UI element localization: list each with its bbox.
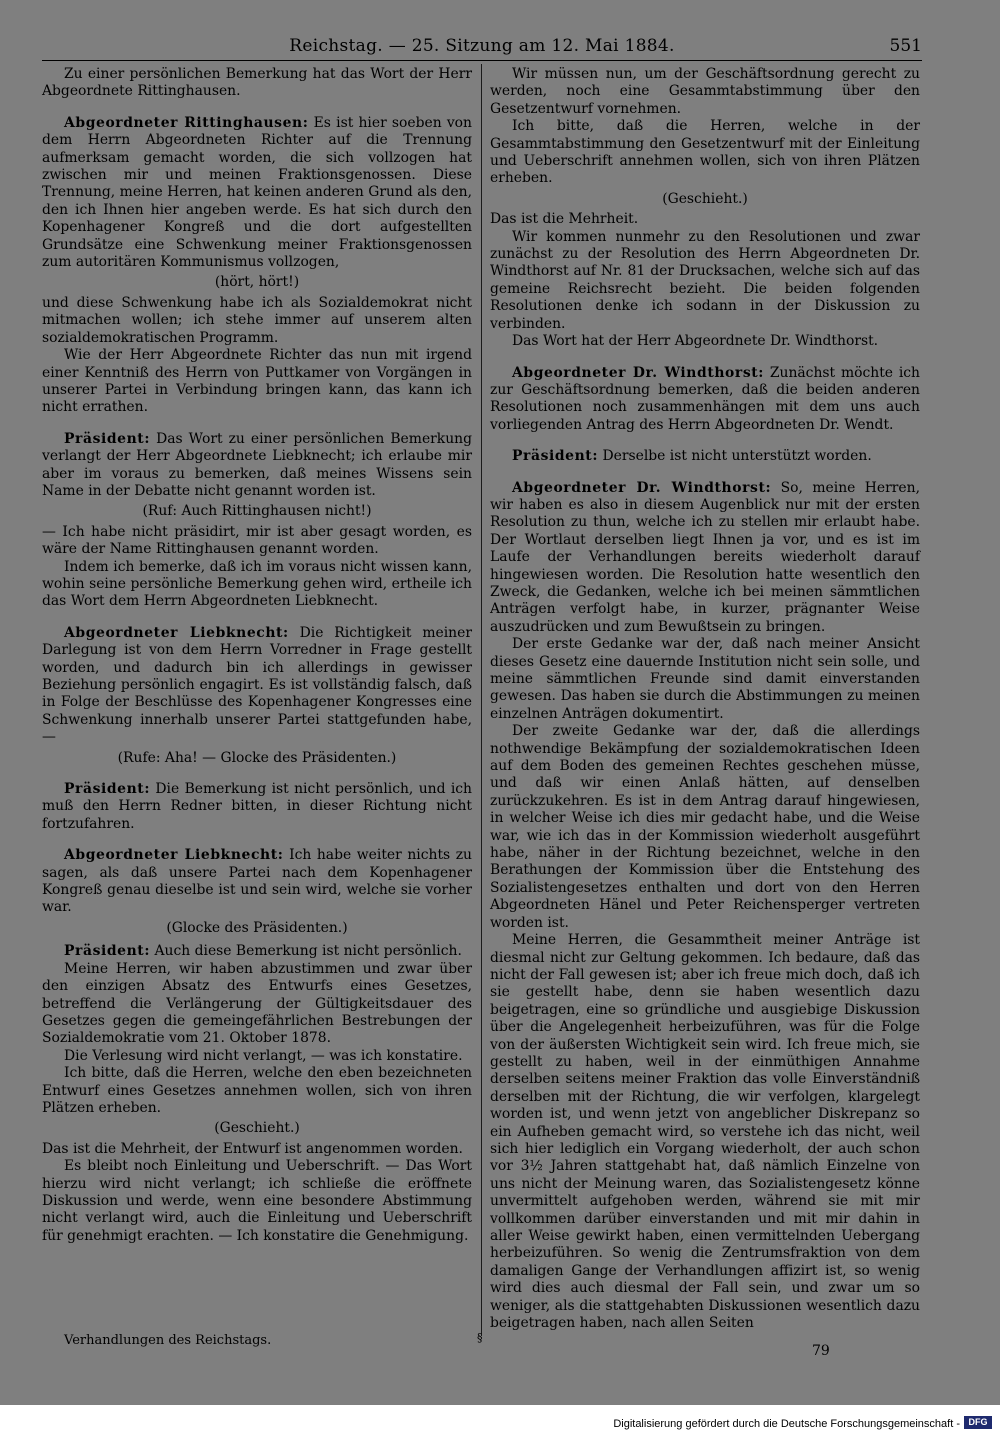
paragraph: Zu einer persönlichen Bemerkung hat das Wort der Herr Abgeordnete Rittinghausen.	[42, 66, 472, 100]
page-number: 551	[889, 36, 922, 56]
paragraph: Die Verlesung wird nicht verlangt, — was ich konstatire.	[64, 1047, 463, 1064]
speaker-name: Präsident:	[64, 430, 151, 447]
column-divider	[481, 64, 482, 1336]
speaker-name: Abgeordneter Rittinghausen:	[64, 114, 309, 131]
interjection: (hört, hört!)	[214, 274, 300, 291]
speech-paragraph	[490, 480, 920, 637]
speaker-name: Präsident:	[64, 943, 151, 960]
paragraph: — Ich habe nicht präsidirt, mir ist aber gesagt worden, es wäre der Name Rittinghausen genannt worden.	[42, 523, 472, 558]
interjection: (Geschieht.)	[662, 190, 748, 207]
speaker-name: Abgeordneter Liebknecht:	[64, 847, 284, 864]
speech-text: Es ist hier soeben von dem Herrn Abgeordneten Richter auf die Trennung aufmerksam gemacht worden, die sich vollzogen hat zwischen mir und meinen Fraktionsgenossen. Diese Trennung, meine Herren, hat keinen anderen Grund als den, den ich Ihnen hier angeben werde. Es hat sich durch den Kopenhagener Kongreß und die dort aufgestellten Grundsätze eine Schwenkung meiner Fraktionsgenossen zum autoritären Kommunismus vollzogen,	[42, 114, 472, 271]
paragraph: Indem ich bemerke, daß ich im voraus nicht wissen kann, wohin seine persönliche Bemerkung gehen wird, ertheile ich das Wort dem Herrn Abgeordneten Liebknecht.	[42, 558, 472, 610]
speech-text: Ich habe weiter nichts zu sagen, als daß unsere Partei nach dem Kopenhagener Kongreß genau dieselbe ist und sein wird, welche sie vorher war.	[42, 847, 472, 916]
speaker-name: Abgeordneter Dr. Windthorst:	[512, 364, 764, 381]
interjection: (Geschieht.)	[214, 1120, 300, 1137]
speech-text: Die Bemerkung ist nicht persönlich, und ich muß den Herrn Redner bitten, in dieser Richtung nicht fortzufahren.	[42, 781, 472, 832]
speech-paragraph	[42, 943, 472, 960]
page-header	[42, 36, 922, 60]
right-column	[490, 66, 920, 1332]
speech-paragraph	[42, 625, 472, 747]
digitization-credit: Digitalisierung gefördert durch die Deutsche Forschungsgemeinschaft -	[613, 1418, 960, 1430]
speech-text: So, meine Herren, wir haben es also in diesem Augenblick nur mit der ersten Resolution zu thun, welche ich zu stellen mir erlaubt habe. Der Wortlaut derselben liegt Ihnen ja vor, und es ist im Laufe der Verhandlungen bereits wiederholt darauf hingewiesen worden. Die Resolution hatte wesentlich den Zweck, die Gedanken, welche ich bei meinen sämmtlichen Anträgen verfolgt habe, in kurzer, prägnanter Weise auszudrücken und zum Bewußtsein zu bringen.	[490, 479, 920, 635]
speech-paragraph	[490, 448, 920, 465]
running-title: Reichstag. — 25. Sitzung am 12. Mai 1884.	[289, 36, 675, 56]
paragraph: und diese Schwenkung habe ich als Sozialdemokrat nicht mitmachen wollen; ich stehe immer auf unserem alten sozialdemokratischen Programm.	[42, 294, 472, 346]
speech-paragraph	[42, 115, 472, 272]
sheet-number: 79	[812, 1343, 830, 1359]
speech-text: Auch diese Bemerkung ist nicht persönlich.	[154, 943, 462, 960]
paragraph: Wir müssen nun, um der Geschäftsordnung gerecht zu werden, noch eine Gesammtabstimmung über den Gesetzentwurf vornehmen.	[490, 66, 920, 117]
speaker-name: Abgeordneter Dr. Windthorst:	[512, 479, 772, 496]
speech-paragraph	[42, 847, 472, 917]
left-column	[42, 66, 472, 1245]
paragraph: Ich bitte, daß die Herren, welche in der Gesammtabstimmung den Gesetzentwurf mit der Einleitung und Ueberschrift annehmen wollen, sich von ihren Plätzen erheben.	[490, 118, 920, 187]
speech-paragraph	[490, 365, 920, 435]
speech-text: Zunächst möchte ich zur Geschäftsordnung bemerken, daß die beiden anderen Resolutionen noch zusammenhängen mit dem uns auch vorliegenden Antrag des Herrn Abgeordneten Dr. Wendt.	[490, 364, 921, 433]
section-marker: §	[477, 1331, 483, 1344]
signature-line: Verhandlungen des Reichstags.	[64, 1333, 272, 1348]
interjection: (Rufe: Aha! — Glocke des Präsidenten.)	[117, 749, 397, 766]
paragraph: Ich bitte, daß die Herren, welche den eben bezeichneten Entwurf eines Gesetzes annehmen wollen, sich von ihren Plätzen erheben.	[42, 1065, 472, 1116]
interjection: (Glocke des Präsidenten.)	[166, 919, 348, 936]
paragraph: Meine Herren, die Gesammtheit meiner Anträge ist diesmal nicht zur Geltung gekommen. Ich bedaure, daß das nicht der Fall gewesen ist; aber ich freue mich doch, daß ich sie gestellt habe, denn sie haben wesentlich dazu beigetragen, eine so gründliche und ausgiebige Diskussion über die Angelegenheit herbeizuführen, was für die Folge von der äußersten Wichtigkeit sein wird. Ich freue mich, sie gestellt zu haben, weil in der einmüthigen Annahme derselben seitens meiner Fraktion das volle Einverständniß derselben mit der Richtung, die wir verfolgen, klargelegt worden ist, und wenn jetzt von angeblicher Diskrepanz so ein Aufheben gemacht wird, so verstehe ich das nicht, weil sich hier lediglich ein Vorgang wiederholt, der auch schon vor 3½ Jahren stattgehabt hat, daß nämlich Einzelne von uns nicht der Meinung waren, das Sozialistengesetz könne unvermittelt aufgehoben werden, während sie mit mir vollkommen darüber einverstanden und mit mir dahin in aller Weise gewirkt haben, einen vermittelnden Uebergang herbeizuführen. So wenig die Zentrumsfraktion von dem damaligen Gange der Verhandlungen affizirt ist, so wenig wird dies auch diesmal der Fall sein, und zwar um so weniger, als die stattgehabten Diskussionen wesentlich dazu beigetragen haben, nach allen Seiten	[490, 932, 920, 1332]
speech-text: Das Wort zu einer persönlichen Bemerkung verlangt der Herr Abgeordnete Liebknecht; ich erlaube mir aber im voraus zu bemerken, daß meines Wissens sein Name in der Debatte nicht genannt worden ist.	[42, 430, 473, 499]
speech-paragraph	[42, 781, 472, 833]
paragraph: Das Wort hat der Herr Abgeordnete Dr. Windthorst.	[512, 333, 879, 350]
paragraph: Wie der Herr Abgeordnete Richter das nun mit irgend einer Kenntniß des Herrn von Puttkamer von Vorgängen in unserer Partei in Verbindung bringen kann, das kann ich nicht errathen.	[42, 347, 472, 416]
paragraph: Der zweite Gedanke war der, daß die allerdings nothwendige Bekämpfung der sozialdemokratischen Ideen auf dem Boden des gemeinen Rechtes geschehen müsse, und daß wir einen Anlaß hätten, auf denselben zurückzukehren. Es ist in dem Antrag darauf hingewiesen, in welcher Weise ich dies mir gedacht habe, und die Weise war, wie ich das in der Kommission wiederholt ausgeführt habe, näher in der Richtung bezeichnet, welche in den Berathungen der Kommission über die Entstehung des Sozialistengesetzes enthalten und dort von den Herren Abgeordneten Hänel und Peter Reichensperger vertreten worden ist.	[490, 723, 920, 931]
paragraph: Es bleibt noch Einleitung und Ueberschrift. — Das Wort hierzu wird nicht verlangt; ich schließe die eröffnete Diskussion und werde, wenn eine besondere Abstimmung nicht verlangt wird, auch die Einleitung und Ueberschrift für genehmigt erachten. — Ich konstatire die Genehmigung.	[42, 1158, 472, 1244]
dfg-logo: DFG	[964, 1416, 992, 1429]
paragraph: Meine Herren, wir haben abzustimmen und zwar über den einzigen Absatz des Entwurfs eines Gesetzes, betreffend die Verlängerung der Gültigkeitsdauer des Gesetzes gegen die gemeingefährlichen Bestrebungen der Sozialdemokratie vom 21. Oktober 1878.	[42, 960, 472, 1047]
paragraph: Wir kommen nunmehr zu den Resolutionen und zwar zunächst zu der Resolution des Herrn Abgeordneten Dr. Windthorst auf Nr. 81 der Drucksachen, welche sich auf das gemeine Reichsrecht bezieht. Die beiden folgenden Resolutionen denke ich sodann in der Diskussion zu verbinden.	[490, 228, 920, 332]
paragraph: Das ist die Mehrheit, der Entwurf ist angenommen worden.	[42, 1140, 463, 1157]
interjection: (Ruf: Auch Rittinghausen nicht!)	[142, 503, 372, 520]
speech-paragraph	[42, 431, 472, 501]
speaker-name: Präsident:	[512, 448, 599, 465]
speaker-name: Abgeordneter Liebknecht:	[64, 624, 289, 641]
speech-text: Die Richtigkeit meiner Darlegung ist von dem Herrn Vorredner in Frage gestellt worden, und dadurch bin ich allerdings in gewisser Beziehung persönlich engagirt. Es ist vollständig falsch, daß in Folge der Beschlüsse des Kopenhagener Kongresses eine Schwenkung innerhalb unserer Partei stattgefunden habe, —	[42, 624, 472, 746]
speaker-name: Präsident:	[64, 781, 151, 798]
paragraph: Der erste Gedanke war der, daß nach meiner Ansicht dieses Gesetz eine dauernde Institution nicht sein solle, und meine sämmtlichen Freunde sind damit einverstanden gewesen. Das haben sie durch die Abstimmungen zu meinen einzelnen Anträgen dokumentirt.	[490, 636, 920, 722]
speech-text: Derselbe ist nicht unterstützt worden.	[602, 448, 872, 465]
paragraph: Das ist die Mehrheit.	[490, 211, 639, 228]
header-rule	[42, 60, 922, 61]
